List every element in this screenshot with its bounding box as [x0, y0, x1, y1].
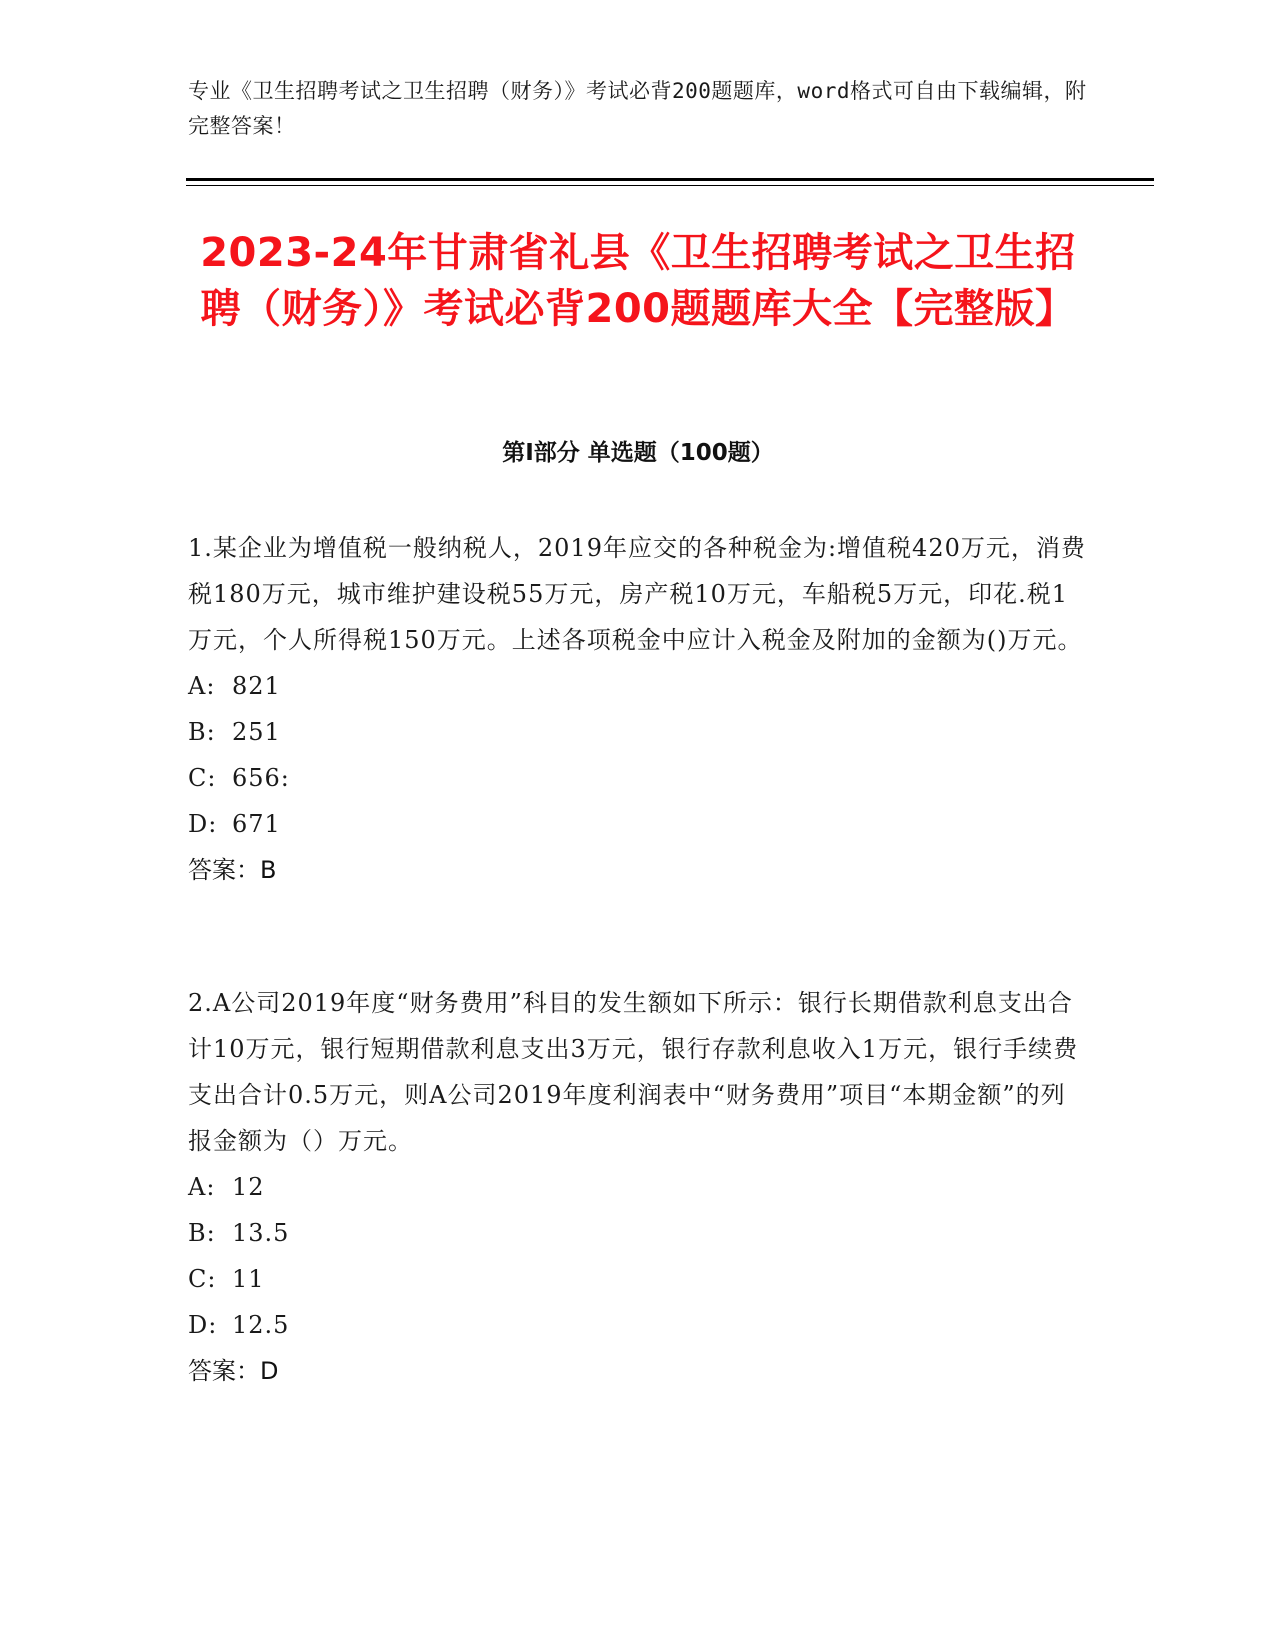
option-key: A:	[188, 1173, 216, 1201]
option-d	[188, 801, 1088, 847]
option-value: 671	[232, 810, 281, 838]
option-key: A:	[188, 672, 216, 700]
option-value: 656:	[232, 764, 290, 792]
header-rule-thick	[186, 178, 1154, 181]
option-value: 12	[232, 1173, 265, 1201]
header-rule-thin	[186, 185, 1154, 186]
option-value: 13.5	[232, 1219, 290, 1247]
option-key: C:	[188, 1265, 217, 1293]
option-value: 12.5	[232, 1311, 290, 1339]
option-key: B:	[188, 718, 216, 746]
option-a	[188, 663, 1088, 709]
question-stem: 2.A公司2019年度“财务费用”科目的发生额如下所示：银行长期借款利息支出合计10万元，银行短期借款利息支出3万元，银行存款利息收入1万元，银行手续费支出合计0.5万元，则A公司2019年度利润表中“财务费用”项目“本期金额”的列报金额为（）万元。	[188, 989, 1079, 1155]
option-value: 821	[232, 672, 281, 700]
header-note: 专业《卫生招聘考试之卫生招聘（财务）》考试必背200题题库，word格式可自由下载编辑，附完整答案！	[188, 79, 1087, 138]
option-c	[188, 1256, 1088, 1302]
option-key: C:	[188, 764, 217, 792]
question-stem: 1.某企业为增值税一般纳税人，2019年应交的各种税金为:增值税420万元，消费税180万元，城市维护建设税55万元，房产税10万元，车船税5万元，印花.税1万元，个人所得税150万元。上述各项税金中应计入税金及附加的金额为()万元。	[188, 534, 1086, 654]
option-value: 251	[232, 718, 281, 746]
option-key: D:	[188, 810, 218, 838]
answer-line: 答案：D	[188, 1357, 279, 1385]
option-c	[188, 755, 1088, 801]
section-title: 第I部分 单选题（100题）	[502, 440, 774, 466]
option-value: 11	[232, 1265, 265, 1293]
option-key: D:	[188, 1311, 218, 1339]
option-b	[188, 709, 1088, 755]
question-2	[188, 980, 1088, 1394]
option-d	[188, 1302, 1088, 1348]
answer-line: 答案：B	[188, 856, 277, 884]
question-1	[188, 525, 1088, 893]
option-key: B:	[188, 1219, 216, 1247]
document-title: 2023-24年甘肃省礼县《卫生招聘考试之卫生招聘（财务）》考试必背200题题库大全【完整版】	[200, 230, 1076, 332]
option-a	[188, 1164, 1088, 1210]
option-b	[188, 1210, 1088, 1256]
